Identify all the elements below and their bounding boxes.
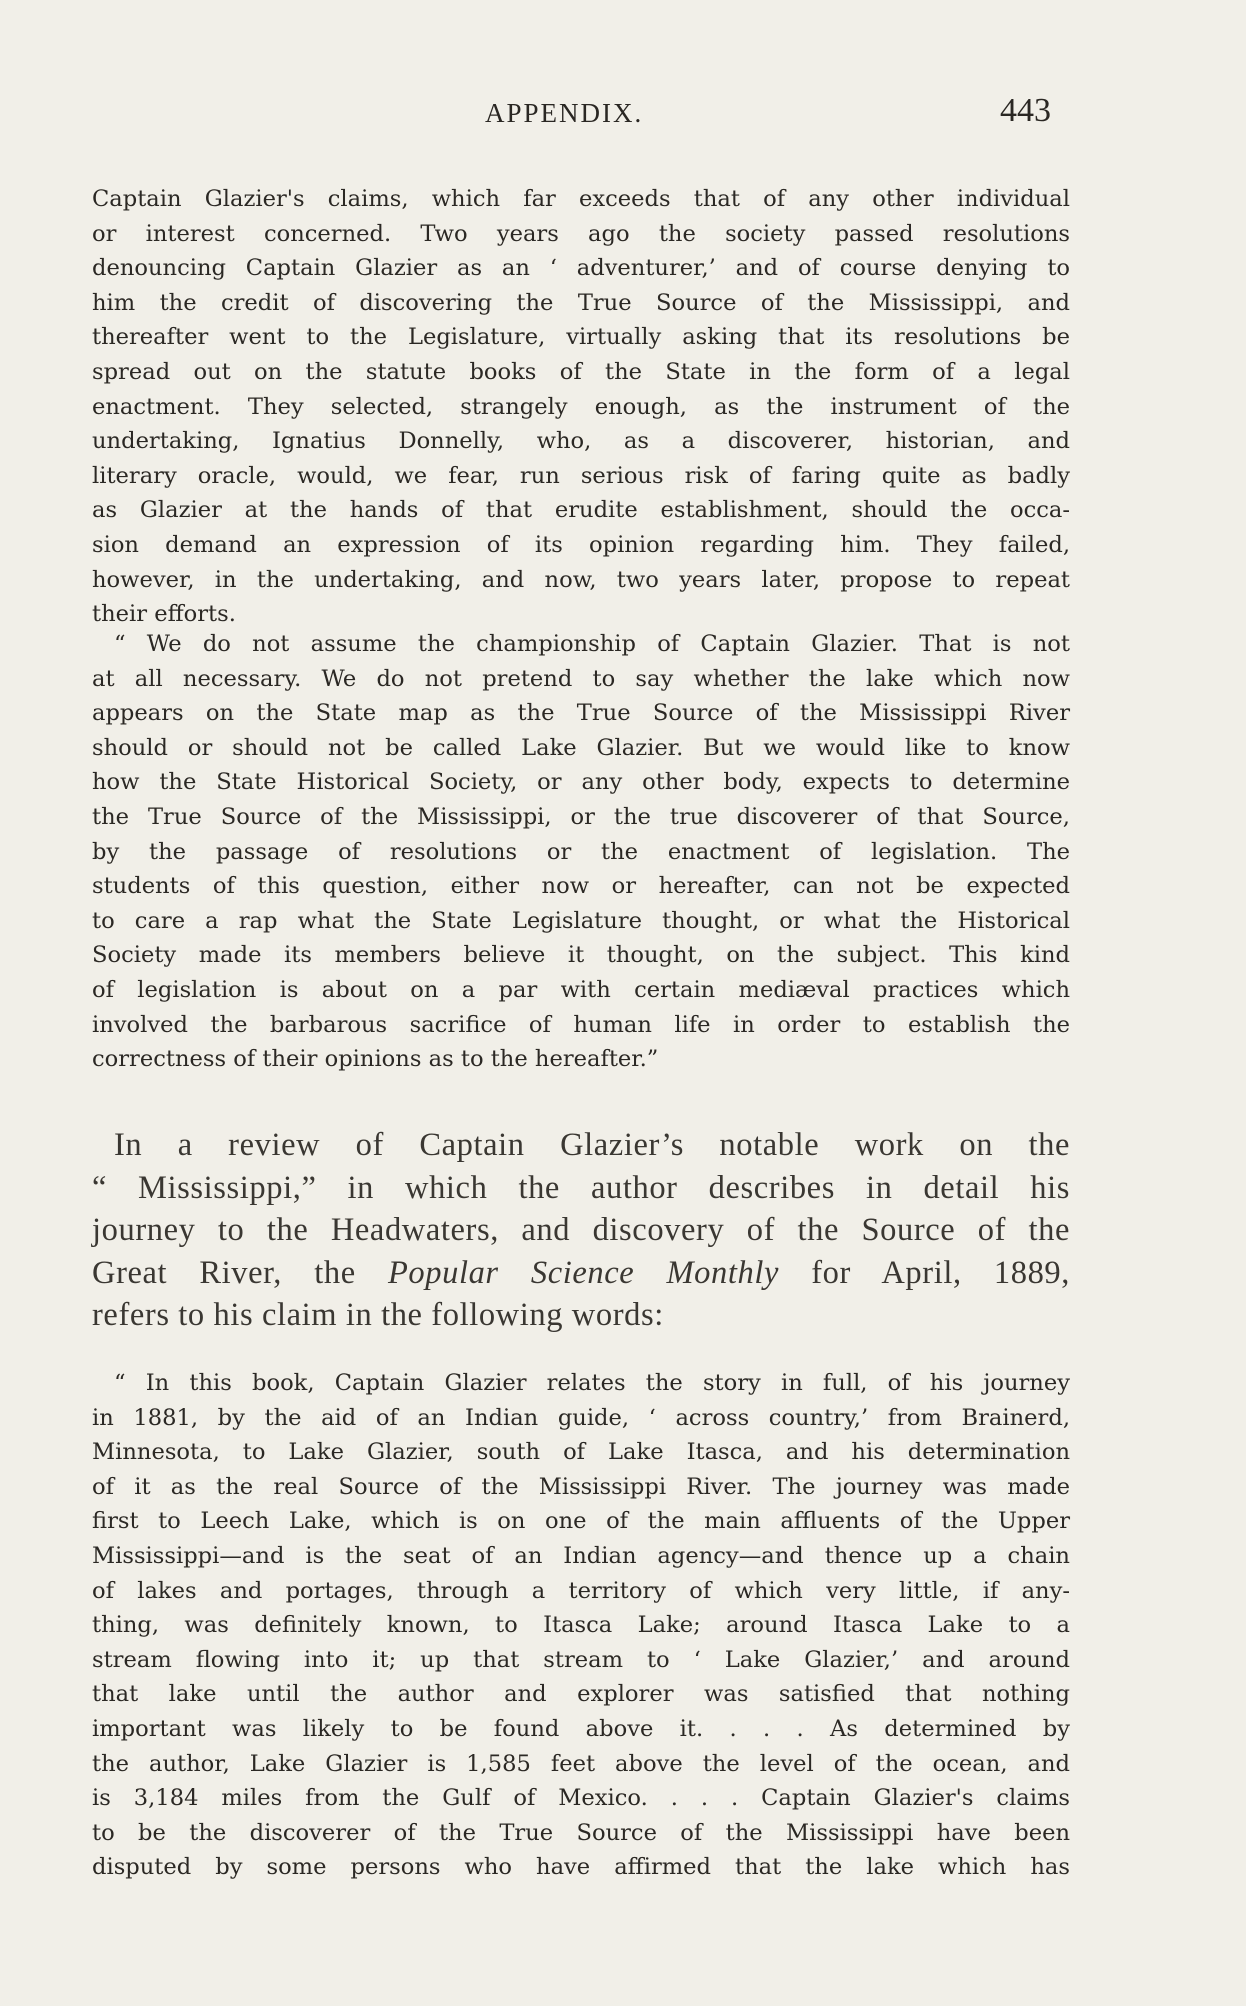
text-segment: for April, 1889, bbox=[779, 1254, 1071, 1291]
text-line: “ We do not assume the championship of Captain Glazier. That is not bbox=[114, 631, 1070, 657]
text-line: first to Leech Lake, which is on one of the main affluents of the Upper bbox=[92, 1508, 1070, 1535]
quote-paragraph-continued bbox=[92, 182, 1070, 632]
text-line: undertaking, Ignatius Donnelly, who, as a discoverer, historian, and bbox=[92, 428, 1070, 455]
text-line: thing, was definitely known, to Itasca Lake; around Itasca Lake to a bbox=[92, 1612, 1070, 1639]
text-segment: Great River, the bbox=[92, 1254, 388, 1291]
text-line: spread out on the statute books of the State in the form of a legal bbox=[92, 358, 1070, 385]
text-line: of legislation is about on a par with certain mediæval practices which bbox=[92, 976, 1070, 1003]
text-line: involved the barbarous sacrifice of human life in order to establish the bbox=[92, 1011, 1070, 1038]
text-line: denouncing Captain Glazier as an ‘ adventurer,’ and of course denying to bbox=[92, 255, 1070, 282]
text-line: “ Mississippi,” in which the author describes in detail his bbox=[92, 1169, 1070, 1206]
text-line: at all necessary. We do not pretend to say whether the lake which now bbox=[92, 665, 1070, 692]
text-line: by the passage of resolutions or the enactment of legislation. The bbox=[92, 838, 1070, 865]
text-line: sion demand an expression of its opinion regarding him. They failed, bbox=[92, 531, 1070, 558]
text-line bbox=[92, 1252, 1070, 1295]
text-line: appears on the State map as the True Source of the Mississippi River bbox=[92, 700, 1070, 727]
text-line: him the credit of discovering the True Source of the Mississippi, and bbox=[92, 289, 1070, 316]
text-line: Mississippi—and is the seat of an Indian agency—and thence up a chain bbox=[92, 1542, 1070, 1569]
text-line: the True Source of the Mississippi, or the true discoverer of that Source, bbox=[92, 803, 1070, 830]
text-line: in 1881, by the aid of an Indian guide, ‘ across country,’ from Brainerd, bbox=[92, 1404, 1070, 1431]
page-header bbox=[0, 92, 1246, 138]
text-line: to care a rap what the State Legislature thought, or what the Historical bbox=[92, 907, 1070, 934]
text-line: how the State Historical Society, or any other body, expects to determine bbox=[92, 769, 1070, 796]
text-line: Captain Glazier's claims, which far exceeds that of any other individual bbox=[92, 186, 1070, 212]
text-line: however, in the undertaking, and now, two years later, propose to repeat bbox=[92, 566, 1070, 593]
text-line: In a review of Captain Glazier’s notable work on the bbox=[114, 1127, 1070, 1163]
text-line: Minnesota, to Lake Glazier, south of Lake Itasca, and his determination bbox=[92, 1439, 1070, 1466]
text-line: disputed by some persons who have affirmed that the lake which has bbox=[92, 1854, 1070, 1881]
text-line: as Glazier at the hands of that erudite establishment, should the occa- bbox=[92, 497, 1070, 524]
text-line: literary oracle, would, we fear, run serious risk of faring quite as badly bbox=[92, 462, 1070, 489]
text-line: correctness of their opinions as to the hereafter.” bbox=[92, 1046, 659, 1073]
page-number: 443 bbox=[1000, 92, 1051, 129]
text-line: Society made its members believe it thought, on the subject. This kind bbox=[92, 942, 1070, 969]
text-line: to be the discoverer of the True Source of the Mississippi have been bbox=[92, 1819, 1070, 1846]
text-line: that lake until the author and explorer was satisfied that nothing bbox=[92, 1681, 1070, 1708]
text-line: students of this question, either now or hereafter, can not be expected bbox=[92, 873, 1070, 900]
text-line: is 3,184 miles from the Gulf of Mexico. . . . Captain Glazier's claims bbox=[92, 1785, 1070, 1812]
text-line: “ In this book, Captain Glazier relates the story in full, of his journey bbox=[114, 1370, 1070, 1396]
text-line: journey to the Headwaters, and discovery of the Source of the bbox=[92, 1212, 1070, 1248]
text-line: their efforts. bbox=[92, 601, 236, 628]
quote-paragraph-legislation bbox=[92, 627, 1070, 1077]
text-line: stream flowing into it; up that stream to ‘ Lake Glazier,’ and around bbox=[92, 1646, 1070, 1673]
text-line: the author, Lake Glazier is 1,585 feet above the level of the ocean, and bbox=[92, 1750, 1070, 1777]
text-line: of lakes and portages, through a territory of which very little, if any- bbox=[92, 1577, 1070, 1604]
text-line: enactment. They selected, strangely enough, as the instrument of the bbox=[92, 393, 1070, 420]
quote-paragraph-review bbox=[92, 1366, 1070, 1885]
text-line: should or should not be called Lake Glazier. But we would like to know bbox=[92, 734, 1070, 761]
text-line: of it as the real Source of the Mississippi River. The journey was made bbox=[92, 1473, 1070, 1500]
running-head: APPENDIX. bbox=[485, 98, 644, 128]
text-line: or interest concerned. Two years ago the society passed resolutions bbox=[92, 220, 1070, 247]
text-line: refers to his claim in the following words: bbox=[92, 1297, 664, 1333]
text-line: thereafter went to the Legislature, virtually asking that its resolutions be bbox=[92, 324, 1070, 351]
body-paragraph bbox=[92, 1124, 1070, 1337]
text-line: important was likely to be found above it. . . . As determined by bbox=[92, 1715, 1070, 1742]
journal-title: Popular Science Monthly bbox=[387, 1254, 780, 1291]
